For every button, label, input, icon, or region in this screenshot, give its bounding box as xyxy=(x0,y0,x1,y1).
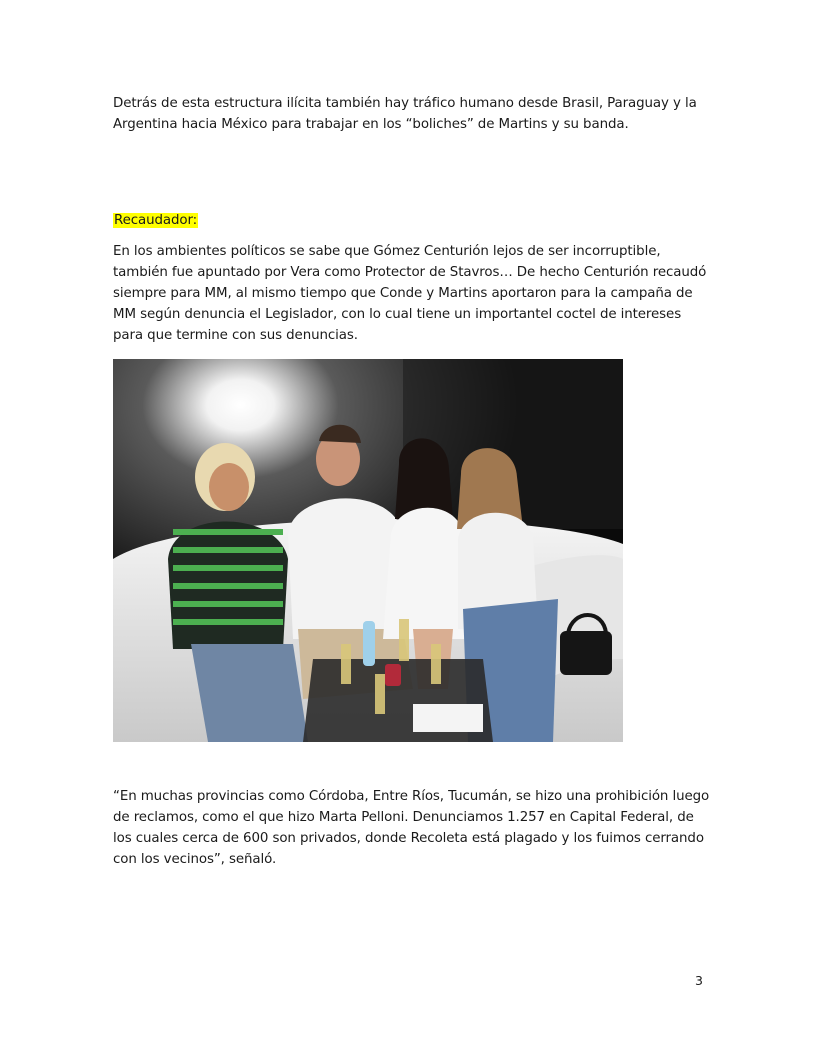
page-number: 3 xyxy=(695,973,703,988)
paragraph-recaudador: En los ambientes políticos se sabe que Gómez Centurión lejos de ser incorruptible, también fue apuntado por Vera como Protector de Stavros… De hecho Centurión recaudó siempre para MM, al mismo tiempo que Conde y Martins aportaron para la campaña de MM según denuncia el Legislador, con lo cual tiene un importantel coctel de intereses para que termine con sus denuncias. xyxy=(113,244,707,343)
nightclub-group-photo xyxy=(113,359,623,742)
section-heading-text: Recaudador: xyxy=(114,213,198,228)
section-heading xyxy=(113,210,713,231)
paragraph-trafficking: Detrás de esta estructura ilícita también hay tráfico humano desde Brasil, Paraguay y la Argentina hacia México para trabajar en los “boliches” de Martins y su banda. xyxy=(113,96,697,132)
quote-paragraph: “En muchas provincias como Córdoba, Entre Ríos, Tucumán, se hizo una prohibición luego de reclamos, como el que hizo Marta Pelloni. Denunciamos 1.257 en Capital Federal, de los cuales cerca de 600 son privados, donde Recoleta está plagado y los fuimos cerrando con los vecinos”, señaló. xyxy=(113,789,710,867)
